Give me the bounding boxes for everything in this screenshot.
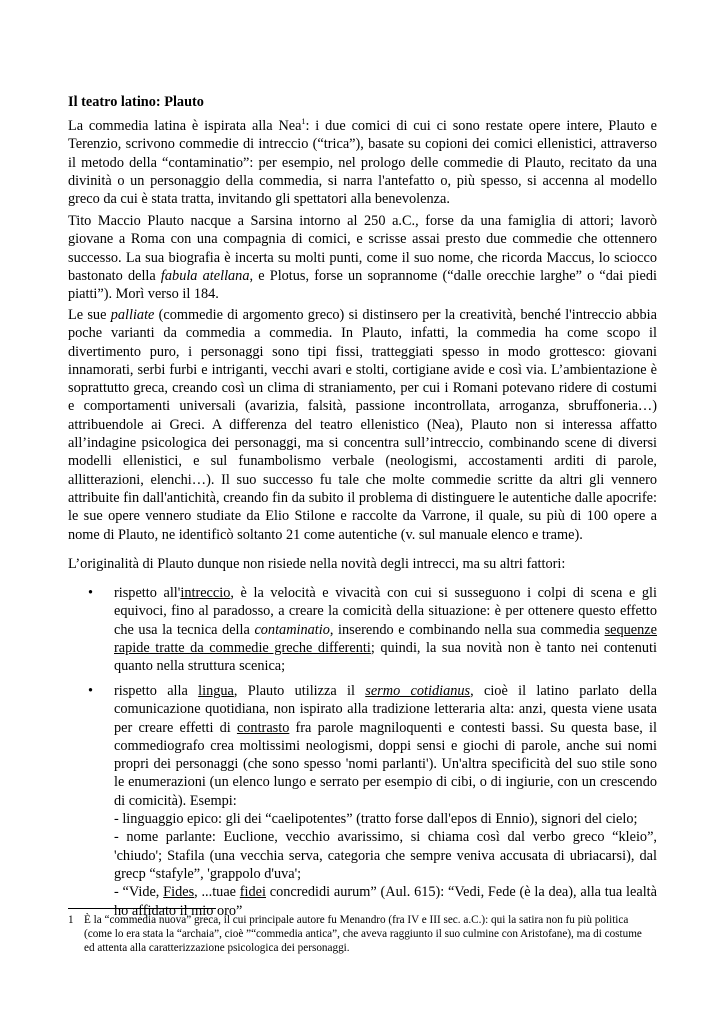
paragraph-text: Tito Maccio Plauto nacque a Sarsina intorno al 250 a.C., forse da una famiglia di attori; lavorò giovane a Roma con una compagnia di comici, e scrisse assai presto due commedie che ottennero successo. La sua biografia è incerta su molti punti, come il suo nome, che ricorda Maccus, lo sciocco bastonato della — [68, 213, 657, 284]
underlined-term: fidei — [239, 884, 266, 901]
paragraph-text: : i due comici di cui ci sono restate opere intere, Plauto e Terenzio, scrivono commedie di intreccio (“trica”), basate su copioni dei comici ellenistici, attraverso il metodo della “contaminatio”: per esempio, nel prologo delle commedie di Plauto, recitato da una divinità o un personaggio della commedia, si narra l'antefatto o, più spesso, si accenna al modello greco da cui è stata tratta, invitando gli spettatori alla benevolenza. — [68, 118, 657, 208]
list-item-text — [114, 682, 657, 920]
list-text: , cioè il latino parlato della comunicazione quotidiana, non ispirato alla tradizione letteraria alta: anzi, questa viene usata per creare effetti di — [114, 683, 657, 736]
underlined-term: lingua — [198, 683, 234, 699]
list-text: - “Vide, — [114, 884, 164, 901]
list-text: , inserendo e combinando nella sua commedia — [329, 621, 605, 638]
document-title: Il teatro latino: Plauto — [68, 94, 204, 110]
underlined-term: intreccio — [180, 585, 231, 601]
paragraph-text: , e Plotus, forse un soprannome (“dalle orecchie larghe” o “dai piedi piatti”). Morì verso il 184. — [68, 267, 657, 303]
paragraph-text: Le sue — [68, 307, 111, 323]
italic-underlined-term: sermo cotidianus — [365, 683, 471, 699]
list-text: concredidi aurum” (Aul. 615): “Vedi, Fede (è la dea), alla tua lealtà ho affidato il mio oro” — [114, 884, 657, 919]
list-text: rispetto alla — [114, 683, 199, 699]
paragraph-originality: L’originalità di Plauto dunque non risiede nella novità degli intrecci, ma su altri fattori: — [68, 556, 566, 572]
footnote-reference[interactable]: 1 — [301, 117, 306, 127]
list-item-text — [114, 584, 657, 675]
list-text: , è la velocità e vivacità con cui si susseguono i colpi di scena e gli equivoci, fino al paradosso, a creare la comicità della situazione: è per ottenere questo effetto che usa la tecnica della — [114, 585, 657, 638]
list-text: rispetto all' — [114, 585, 181, 601]
paragraph-palliate — [68, 306, 657, 544]
list-text: fra parole magniloquenti e contesti bassi. Su questa base, il commediografo crea moltissimi neologismi, doppi sensi e giochi di parole, anche sui nomi propri dei personaggi (che sono spesso 'nomi parlanti'). Un'altra specificità del suo stile sono le enumerazioni (un elenco lungo e serrato per esempio di cibi, o di ingiurie, con un crescendo di comicità). Esempi: — [114, 719, 657, 809]
underlined-term: contrasto — [236, 719, 290, 736]
italic-term: contaminatio — [254, 621, 330, 638]
paragraph-biography — [68, 212, 657, 303]
list-text: , Plauto utilizza il — [233, 683, 366, 699]
footnote-separator — [68, 908, 216, 909]
paragraph-text: (commedie di argomento greco) si distinsero per la creatività, benché l'intreccio abbia poche varianti da commedia a commedia. In Plauto, infatti, la commedia ha come scopo il divertimento puro, i personaggi sono tipi fissi, tratteggiati spesso in modo grottesco: giovani innamorati, serbi furbi e intriganti, vecchi avari e stolti, cortigiane avide e così via. L’ambientazione è soprattutto greca, creando così un clima di straniamento, per cui i Romani potevano ridere di costumi e comportamenti universali (avarizia, falsità, passione incontrollata, arroganza, sbruffoneria…) attribuendole ai Greci. A differenza del teatro ellenistico (Nea), Plauto non si interessa affatto all’indagine psicologica dei personaggi, ma si concentra sull’intreccio, combinando scene di diversi modelli ellenistici, e sul funambolismo verbale (neologismi, accostamenti arditi di parole, allitterazioni, elenchi…). Il suo successo fu tale che molte commedie scritte da altri gli vennero attribuite fin dall'antichità, creando fin da subito il problema di distinguere le autentiche dalle apocrife: le sue opere vennero studiate da Elio Stilone e raccolte da Varrone, il quale, su più di 100 opere a nome di Plauto, ne identificò soltanto 21 come autentiche (v. sul manuale elenco e trame). — [68, 307, 657, 543]
paragraph-text: La commedia latina è ispirata alla Nea — [68, 118, 302, 134]
italic-term: fabula atellana — [160, 267, 250, 284]
list-text: , ...tuae — [194, 884, 240, 901]
bullet-marker: • — [88, 585, 94, 601]
bullet-marker: • — [88, 683, 94, 699]
list-body — [114, 682, 657, 810]
footnote-text: È la “commedia nuova” greca, il cui principale autore fu Menandro (fra IV e III sec. a.C.): qui la satira non fu più politica (come lo era stata la “archaia”, cioè ”“commedia antica”, che aveva raggiunto il suo culmine con Aristofane), ma di costume ed attenta alla caratterizzazione psicologica dei personaggi. — [84, 914, 642, 954]
underlined-phrase: sequenze rapide tratte da commedie greche differenti — [114, 621, 657, 656]
paragraph-intro — [68, 117, 657, 208]
list-text: ; quindi, la sua novità non è tanto nei contenuti quanto nella struttura scenica; — [114, 639, 657, 675]
example-speaking-name: - nome parlante: Euclione, vecchio avarissimo, si chiama così dal verbo greco “kleio”, 'chiudo'; Stafila (una vecchia serva, categoria che sempre veniva accusata di ubriacarsi), dal grecp “stafyle”, 'grappolo d'uva'; — [114, 829, 657, 882]
italic-term: palliate — [110, 307, 155, 323]
footnote-number: 1 — [68, 914, 74, 926]
underlined-term: Fides — [163, 884, 195, 901]
example-epic: - linguaggio epico: gli dei “caelipotentes” (tratto forse dall'epos di Ennio), signori del cielo; — [114, 811, 638, 828]
